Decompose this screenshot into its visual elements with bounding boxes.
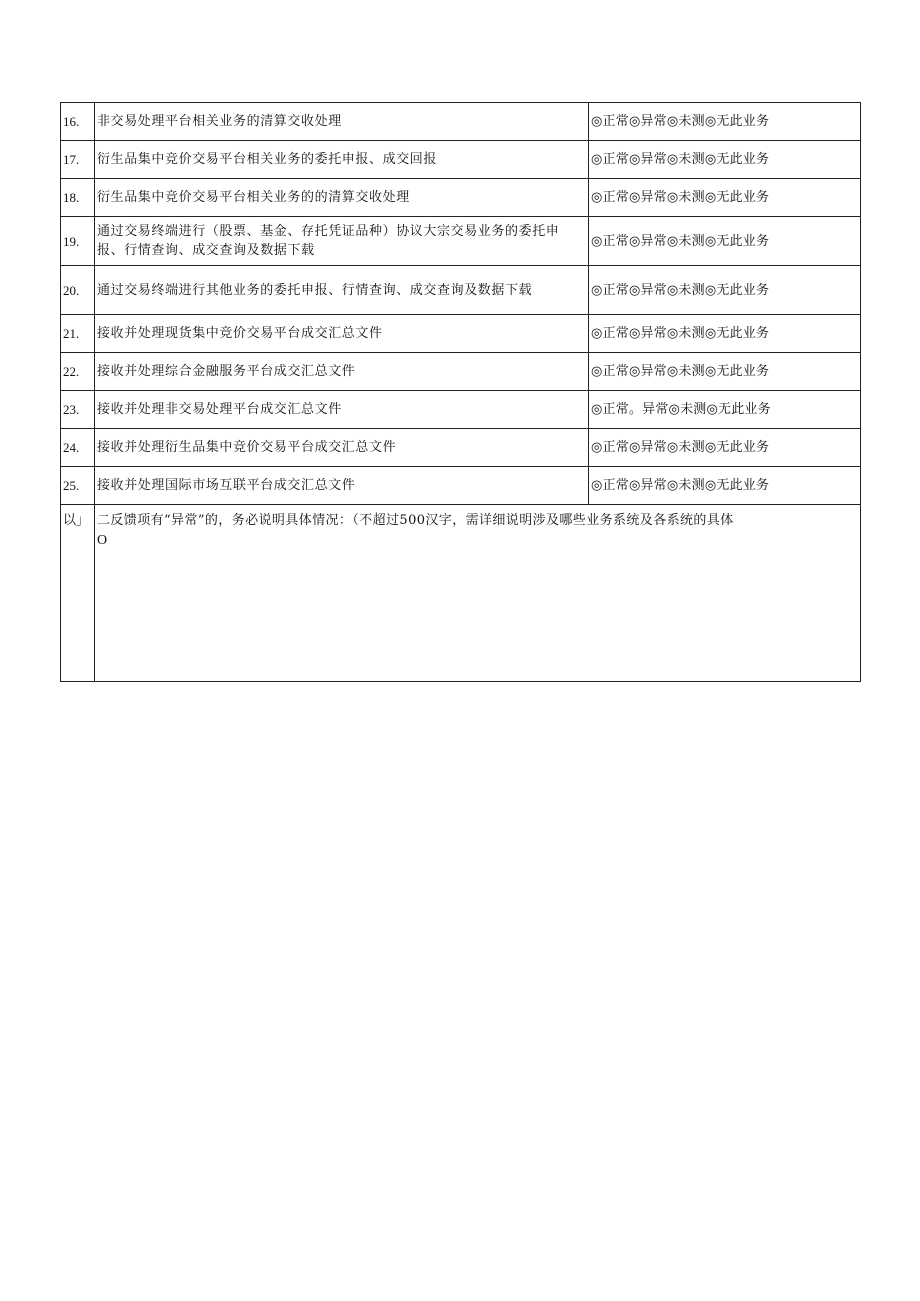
row-item: 衍生品集中竞价交易平台相关业务的委托申报、成交回报 — [95, 141, 589, 179]
row-status-options[interactable]: ◎正常◎异常◎未测◎无此业务 — [589, 429, 861, 467]
row-number: 16. — [61, 103, 95, 141]
row-status-options[interactable]: ◎正常。异常◎未测◎无此业务 — [589, 391, 861, 429]
feedback-note-instruction: 二反馈项有“异常”的，务必说明具体情况：（不超过500汉字，需详细说明涉及哪些业务系统及各系统的具体 — [97, 513, 734, 528]
row-number: 23. — [61, 391, 95, 429]
row-status-options[interactable]: ◎正常◎异常◎未测◎无此业务 — [589, 315, 861, 353]
checklist-table — [60, 102, 861, 682]
row-status-options[interactable]: ◎正常◎异常◎未测◎无此业务 — [589, 266, 861, 315]
row-item: 接收并处理现货集中竞价交易平台成交汇总文件 — [95, 315, 589, 353]
row-item: 非交易处理平台相关业务的清算交收处理 — [95, 103, 589, 141]
table-row — [61, 179, 861, 217]
feedback-note-row — [61, 505, 861, 682]
row-number: 20. — [61, 266, 95, 315]
row-item: 接收并处理综合金融服务平台成交汇总文件 — [95, 353, 589, 391]
row-item: 接收并处理非交易处理平台成交汇总文件 — [95, 391, 589, 429]
row-item: 衍生品集中竞价交易平台相关业务的的清算交收处理 — [95, 179, 589, 217]
checklist-form — [60, 102, 860, 682]
row-number: 24. — [61, 429, 95, 467]
row-status-options[interactable]: ◎正常◎异常◎未测◎无此业务 — [589, 141, 861, 179]
feedback-note-label: 以」 — [61, 505, 95, 682]
row-item: 通过交易终端进行（股票、基金、存托凭证品种）协议大宗交易业务的委托申报、行情查询、成交查询及数据下载 — [95, 217, 589, 266]
row-number: 22. — [61, 353, 95, 391]
table-row — [61, 429, 861, 467]
row-number: 21. — [61, 315, 95, 353]
row-item: 通过交易终端进行其他业务的委托申报、行情查询、成交查询及数据下载 — [95, 266, 589, 315]
table-row — [61, 467, 861, 505]
table-row — [61, 353, 861, 391]
row-item: 接收并处理国际市场互联平台成交汇总文件 — [95, 467, 589, 505]
feedback-note-field[interactable] — [95, 505, 861, 682]
table-row — [61, 103, 861, 141]
row-number: 25. — [61, 467, 95, 505]
row-status-options[interactable]: ◎正常◎异常◎未测◎无此业务 — [589, 103, 861, 141]
row-status-options[interactable]: ◎正常◎异常◎未测◎无此业务 — [589, 353, 861, 391]
table-row — [61, 141, 861, 179]
row-status-options[interactable]: ◎正常◎异常◎未测◎无此业务 — [589, 467, 861, 505]
row-number: 17. — [61, 141, 95, 179]
row-item: 接收并处理衍生品集中竞价交易平台成交汇总文件 — [95, 429, 589, 467]
row-number: 18. — [61, 179, 95, 217]
table-row — [61, 391, 861, 429]
table-row — [61, 266, 861, 315]
table-row — [61, 315, 861, 353]
row-status-options[interactable]: ◎正常◎异常◎未测◎无此业务 — [589, 217, 861, 266]
row-number: 19. — [61, 217, 95, 266]
row-status-options[interactable]: ◎正常◎异常◎未测◎无此业务 — [589, 179, 861, 217]
table-row — [61, 217, 861, 266]
feedback-note-mark: O — [97, 533, 108, 548]
